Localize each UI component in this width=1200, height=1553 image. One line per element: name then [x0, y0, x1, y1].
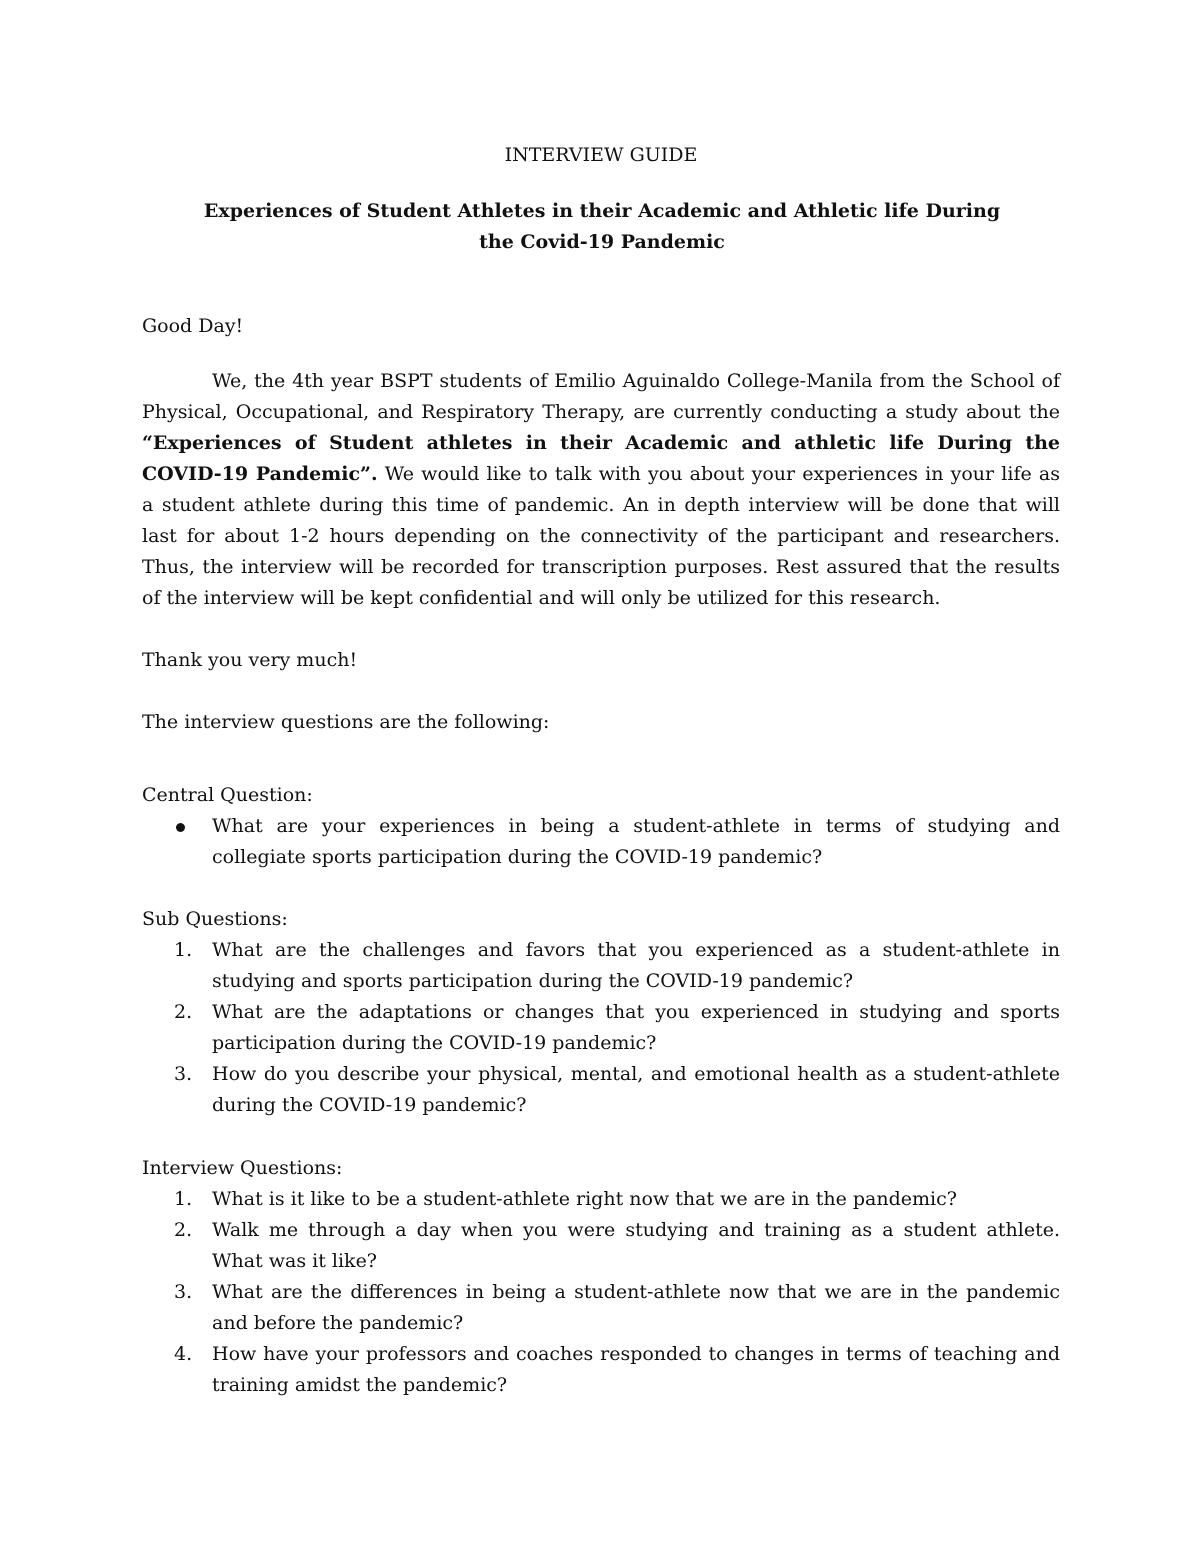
- item-text: What are the adaptations or changes that you experienced in studying and sports participation during the COVID-19 pandemic?: [212, 1001, 1060, 1054]
- item-text: What are the differences in being a student-athlete now that we are in the pandemic and before the pandemic?: [212, 1281, 1060, 1334]
- sub-questions-heading: Sub Questions:: [142, 908, 288, 930]
- item-number: 3.: [174, 1281, 193, 1303]
- intro-text-part1: We, the 4th year BSPT students of Emilio Aguinaldo College-Manila from the School of Physical, Occupational, and Respiratory Therapy, are currently conducting a study about the: [142, 370, 1060, 423]
- list-item: [142, 1215, 1060, 1277]
- item-number: 3.: [174, 1063, 193, 1085]
- item-number: 1.: [174, 939, 193, 961]
- bullet-icon: [176, 823, 185, 832]
- intro-paragraph: [142, 366, 1060, 614]
- list-item: [142, 1059, 1060, 1121]
- interview-questions-list: [142, 1184, 1060, 1401]
- central-question-text: What are your experiences in being a student-athlete in terms of studying and collegiate sports participation during the COVID-19 pandemic?: [212, 815, 1060, 868]
- list-item: [142, 997, 1060, 1059]
- item-number: 4.: [174, 1343, 193, 1365]
- item-text: How do you describe your physical, mental, and emotional health as a student-athlete during the COVID-19 pandemic?: [212, 1063, 1060, 1116]
- sub-questions-list: [142, 935, 1060, 1121]
- interview-questions-heading: Interview Questions:: [142, 1157, 343, 1179]
- item-number: 2.: [174, 1001, 193, 1023]
- study-title: “Experiences of Student athletes in their Academic and athletic life During the COVID-19 Pandemic”.: [142, 432, 1060, 485]
- document-title: INTERVIEW GUIDE: [504, 144, 698, 166]
- thanks-line: Thank you very much!: [142, 649, 358, 671]
- document-page: [142, 0, 1060, 1553]
- list-item: [142, 811, 1060, 873]
- list-item: [142, 1277, 1060, 1339]
- list-item: [142, 935, 1060, 997]
- document-subtitle: Experiences of Student Athletes in their Academic and Athletic life During the Covid-19 Pandemic: [203, 200, 1001, 253]
- item-number: 2.: [174, 1219, 193, 1241]
- central-question-list: [142, 811, 1060, 873]
- questions-lead: The interview questions are the following:: [142, 711, 550, 733]
- central-question-heading: Central Question:: [142, 784, 313, 806]
- item-text: How have your professors and coaches responded to changes in terms of teaching and training amidst the pandemic?: [212, 1343, 1060, 1396]
- item-number: 1.: [174, 1188, 193, 1210]
- item-text: What is it like to be a student-athlete right now that we are in the pandemic?: [212, 1188, 957, 1210]
- list-item: [142, 1184, 1060, 1215]
- item-text: Walk me through a day when you were studying and training as a student athlete. What was it like?: [212, 1219, 1060, 1272]
- intro-text-part2: We would like to talk with you about your experiences in your life as a student athlete during this time of pandemic. An in depth interview will be done that will last for about 1-2 hours depending on the connectivity of the participant and researchers. Thus, the interview will be recorded for transcription purposes. Rest assured that the results of the interview will be kept confidential and will only be utilized for this research.: [142, 463, 1060, 609]
- item-text: What are the challenges and favors that you experienced as a student-athlete in studying and sports participation during the COVID-19 pandemic?: [212, 939, 1060, 992]
- greeting: Good Day!: [142, 315, 244, 337]
- list-item: [142, 1339, 1060, 1401]
